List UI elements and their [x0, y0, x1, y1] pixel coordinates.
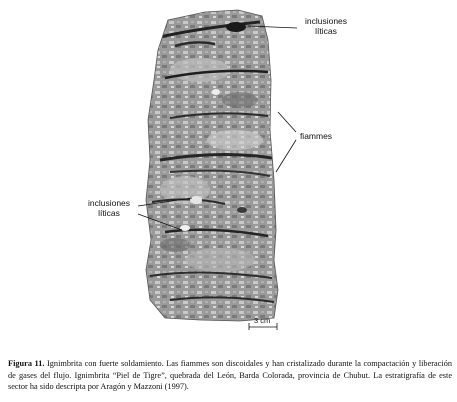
label-inclusiones-left-line2: líticas	[98, 208, 120, 218]
label-inclusiones-top	[296, 16, 356, 36]
caption-text: Ignimbrita con fuerte soldamiento. Las fiammes son discoidales y han cristalizado durante la compactación y liberación de gases del flujo. Ignimbrita “Piel de Tigre”, quebrada del León, Barda Colorada, provincia de Chubut. La estratigrafía de este sector ha sido descripta por Aragón y Mazzoni (1997).	[8, 359, 452, 391]
label-inclusiones-left-line1: inclusiones	[87, 198, 131, 208]
caption-lead: Figura 11.	[8, 359, 45, 368]
label-inclusiones-top-line2: líticas	[315, 26, 337, 36]
label-fiammes: fiammes	[299, 131, 333, 141]
label-inclusiones-top-line1: inclusiones	[304, 16, 348, 26]
scale-bar-label: 3 cm	[254, 316, 271, 325]
figure-caption	[8, 358, 452, 393]
label-inclusiones-left	[80, 198, 138, 218]
